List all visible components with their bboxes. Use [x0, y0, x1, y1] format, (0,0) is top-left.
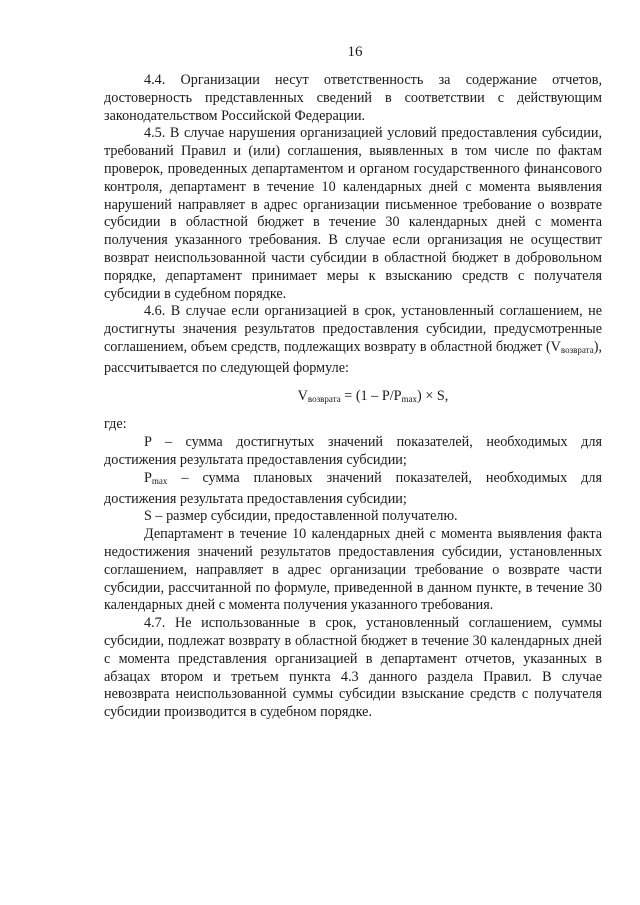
definition-pmax-subscript: max: [151, 475, 168, 486]
paragraph-4-4: 4.4. Организации несут ответственность за содержание отчетов, достоверность представленных сведений в соответствии с действующим законодательством Российской Федерации.: [104, 72, 602, 124]
return-formula: [104, 388, 602, 409]
paragraph-department: Департамент в течение 10 календарных дней с момента выявления факта недостижения значений результатов предоставления субсидии, установленных соглашением, направляет в адрес организации требование о возврате части субсидии, рассчитанной по формуле, приведенной в данном пункте, в течение 30 календарных дней с момента получения указанного требования.: [104, 526, 602, 614]
page-number: 16: [347, 44, 363, 60]
paragraph-4-6: [104, 303, 602, 377]
formula-v-subscript: возврата: [307, 393, 341, 404]
definition-pmax-tail: – сумма плановых значений показателей, необходимых для достижения результата предоставления субсидии;: [104, 469, 602, 507]
where-label: где:: [104, 416, 127, 433]
document-body: [104, 72, 602, 722]
definition-pmax: [104, 470, 602, 509]
definition-pmax-head: P: [144, 469, 152, 486]
paragraph-4-6-tail: ), рассчитывается по следующей формуле:: [104, 338, 602, 376]
formula-v: V: [297, 387, 308, 404]
formula-middle: = (1 – P/P: [340, 387, 402, 404]
paragraph-4-6-subscript: возврата: [560, 344, 594, 355]
paragraph-4-7: 4.7. Не использованные в срок, установленный соглашением, суммы субсидии, подлежат возврату в областной бюджет в течение 30 календарных дней с момента представления организацией в департамент отчетов, указанных в абзацах втором и третьем пункта 4.3 данного раздела Правил. В случае невозврата неиспользованной суммы субсидии взыскание средств с получателя субсидии производится в судебном порядке.: [104, 615, 602, 721]
definition-s: S – размер субсидии, предоставленной получателю.: [144, 508, 458, 525]
paragraph-4-6-text: 4.6. В случае если организацией в срок, установленный соглашением, не достигнуты значения результатов предоставления субсидии, предусмотренные соглашением, объем средств, подлежащих возврату в областной бюджет (V: [104, 303, 602, 355]
formula-p-subscript: max: [401, 393, 418, 404]
definition-p: P – сумма достигнутых значений показателей, необходимых для достижения результата предоставления субсидии;: [104, 434, 602, 468]
formula-end: ) × S,: [417, 387, 449, 404]
paragraph-4-5: 4.5. В случае нарушения организацией условий предоставления субсидии, требований Правил и (или) соглашения, выявленных в том числе по фактам проверок, проведенных департаментом и органом государственного финансового контроля, департамент в течение 10 календарных дней с момента выявления нарушений направляет в адрес организации письменное требование о возврате субсидии в областной бюджет в течение 30 календарных дней с момента получения указанного требования. В случае если организация не осуществит возврат неиспользованной части субсидии в областной бюджет в добровольном порядке, департамент принимает меры к взысканию средств с получателя субсидии в судебном порядке.: [104, 125, 602, 302]
